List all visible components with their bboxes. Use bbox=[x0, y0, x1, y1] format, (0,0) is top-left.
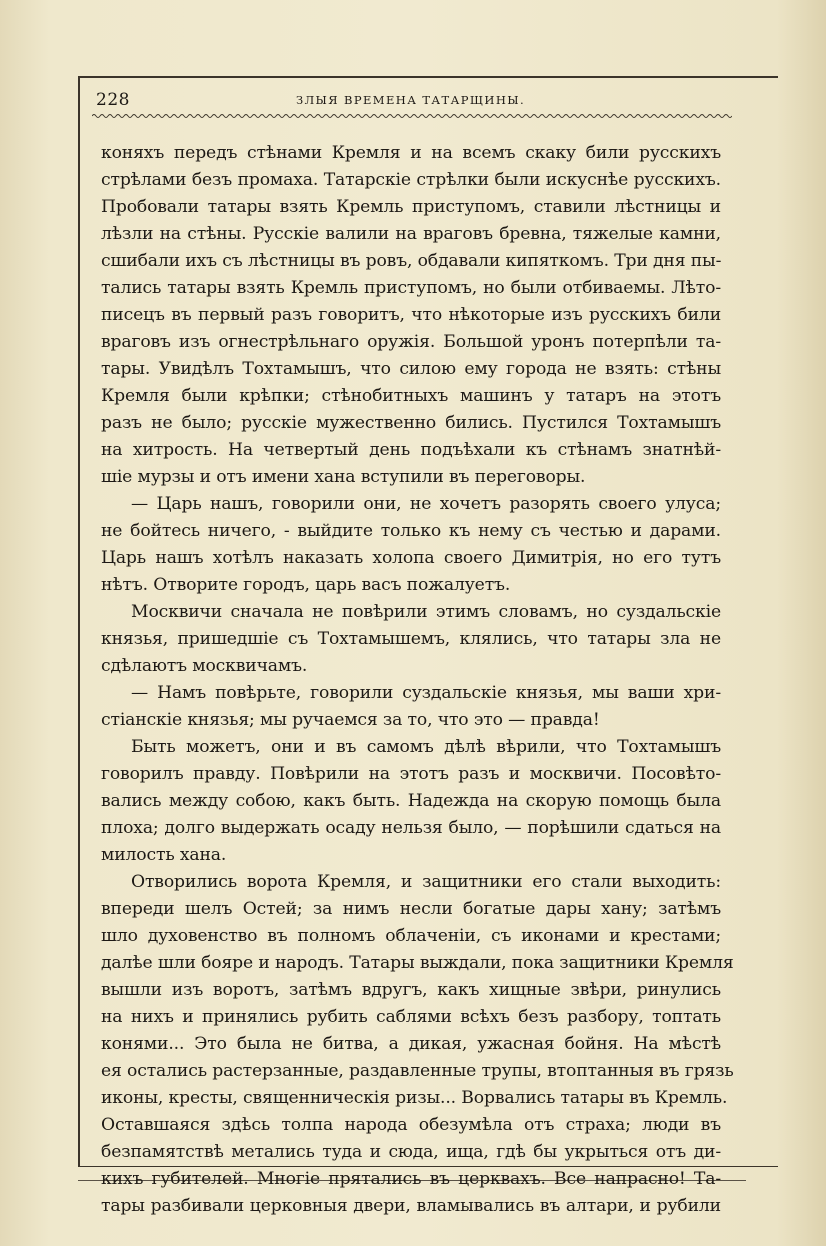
text-line: разъ не было; русскіе мужественно бились. Пустился Тохтамышъ bbox=[101, 413, 721, 433]
text-line: иконы, кресты, священническія ризы... Ворвались татары въ Кремль. bbox=[101, 1088, 728, 1108]
text-line: Москвичи сначала не повѣрили этимъ словамъ, но суздальскіе bbox=[131, 602, 721, 622]
text-line: не бойтесь ничего, - выйдите только къ нему съ честью и дарами. bbox=[101, 521, 721, 541]
text-line: Быть можетъ, они и въ самомъ дѣлѣ вѣрили, что Тохтамышъ bbox=[131, 737, 721, 757]
text-line: на нихъ и принялись рубить саблями всѣхъ безъ разбору, топтать bbox=[101, 1007, 721, 1027]
text-line: Отворились ворота Кремля, и защитники его стали выходить: bbox=[131, 872, 721, 892]
text-line: тары разбивали церковныя двери, вламывались въ алтари, и рубили bbox=[101, 1196, 721, 1216]
text-line: кихъ губителей. Многіе прятались въ церквахъ. Все напрасно! Та- bbox=[101, 1169, 721, 1189]
text-line: стрѣлами безъ промаха. Татарскіе стрѣлки были искуснѣе русскихъ. bbox=[101, 170, 721, 190]
text-line: сдѣлаютъ москвичамъ. bbox=[101, 656, 308, 676]
text-line: на хитрость. На четвертый день подъѣхали къ стѣнамъ знатнѣй- bbox=[101, 440, 721, 460]
page-frame-top-rule bbox=[78, 76, 778, 78]
text-line: писецъ въ первый разъ говоритъ, что нѣкоторые изъ русскихъ били bbox=[101, 305, 721, 325]
text-line: говорилъ правду. Повѣрили на этотъ разъ и москвичи. Посовѣто- bbox=[101, 764, 721, 784]
text-line: — Намъ повѣрьте, говорили суздальскіе князья, мы ваши хри- bbox=[131, 683, 721, 703]
text-line: Кремля были крѣпки; стѣнобитныхъ машинъ у татаръ на этотъ bbox=[101, 386, 721, 406]
text-line: Царь нашъ хотѣлъ наказать холопа своего Димитрія, но его тутъ bbox=[101, 548, 721, 568]
text-line: вались между собою, какъ быть. Надежда на скорую помощь была bbox=[101, 791, 721, 811]
running-title: ЗЛЫЯ ВРЕМЕНА ТАТАРЩИНЫ. bbox=[296, 93, 526, 107]
text-line: конями... Это была не битва, а дикая, ужасная бойня. На мѣстѣ bbox=[101, 1034, 721, 1054]
text-line: коняхъ передъ стѣнами Кремля и на всемъ скаку били русскихъ bbox=[101, 143, 721, 163]
text-line: сшибали ихъ съ лѣстницы въ ровъ, обдавали кипяткомъ. Три дня пы- bbox=[101, 251, 722, 271]
text-line: Оставшаяся здѣсь толпа народа обезумѣла отъ страха; люди въ bbox=[101, 1115, 721, 1135]
page-frame-left-rule bbox=[78, 76, 80, 1166]
text-body bbox=[101, 140, 734, 1220]
text-line: шіе мурзы и отъ имени хана вступили въ переговоры. bbox=[101, 467, 586, 487]
text-line: безпамятствѣ метались туда и сюда, ища, гдѣ бы укрыться отъ ди- bbox=[101, 1142, 721, 1162]
text-line: вышли изъ воротъ, затѣмъ вдругъ, какъ хищные звѣри, ринулись bbox=[101, 980, 721, 1000]
text-line: князья, пришедшіе съ Тохтамышемъ, клялись, что татары зла не bbox=[101, 629, 721, 649]
text-line: нѣтъ. Отворите городъ, царь васъ пожалуетъ. bbox=[101, 575, 511, 595]
text-line: тары. Увидѣлъ Тохтамышъ, что силою ему города не взять: стѣны bbox=[101, 359, 721, 379]
page-header bbox=[96, 90, 736, 114]
text-line: далѣе шли бояре и народъ. Татары выждали, пока защитники Кремля bbox=[101, 953, 734, 973]
text-line: враговъ изъ огнестрѣльнаго оружія. Большой уронъ потерпѣли та- bbox=[101, 332, 721, 352]
text-line: тались татары взять Кремль приступомъ, но были отбиваемы. Лѣто- bbox=[101, 278, 721, 298]
text-line: стіанскіе князья; мы ручаемся за то, что это — правда! bbox=[101, 710, 600, 730]
text-line: ея остались растерзанные, раздавленные трупы, втоптанныя въ грязь bbox=[101, 1061, 734, 1081]
text-line: впереди шелъ Остей; за нимъ несли богатые дары хану; затѣмъ bbox=[101, 899, 721, 919]
text-line: лѣзли на стѣны. Русскіе валили на враговъ бревна, тяжелые камни, bbox=[101, 224, 721, 244]
text-line: шло духовенство въ полномъ облаченіи, съ иконами и крестами; bbox=[101, 926, 721, 946]
ornamental-wavy-rule bbox=[92, 112, 732, 120]
text-line: плоха; долго выдержать осаду нельзя было, — порѣшили сдаться на bbox=[101, 818, 721, 838]
page-number: 228 bbox=[96, 90, 130, 110]
text-line: Пробовали татары взять Кремль приступомъ, ставили лѣстницы и bbox=[101, 197, 721, 217]
text-line: — Царь нашъ, говорили они, не хочетъ разорять своего улуса; bbox=[131, 494, 721, 514]
text-line: милость хана. bbox=[101, 845, 227, 865]
